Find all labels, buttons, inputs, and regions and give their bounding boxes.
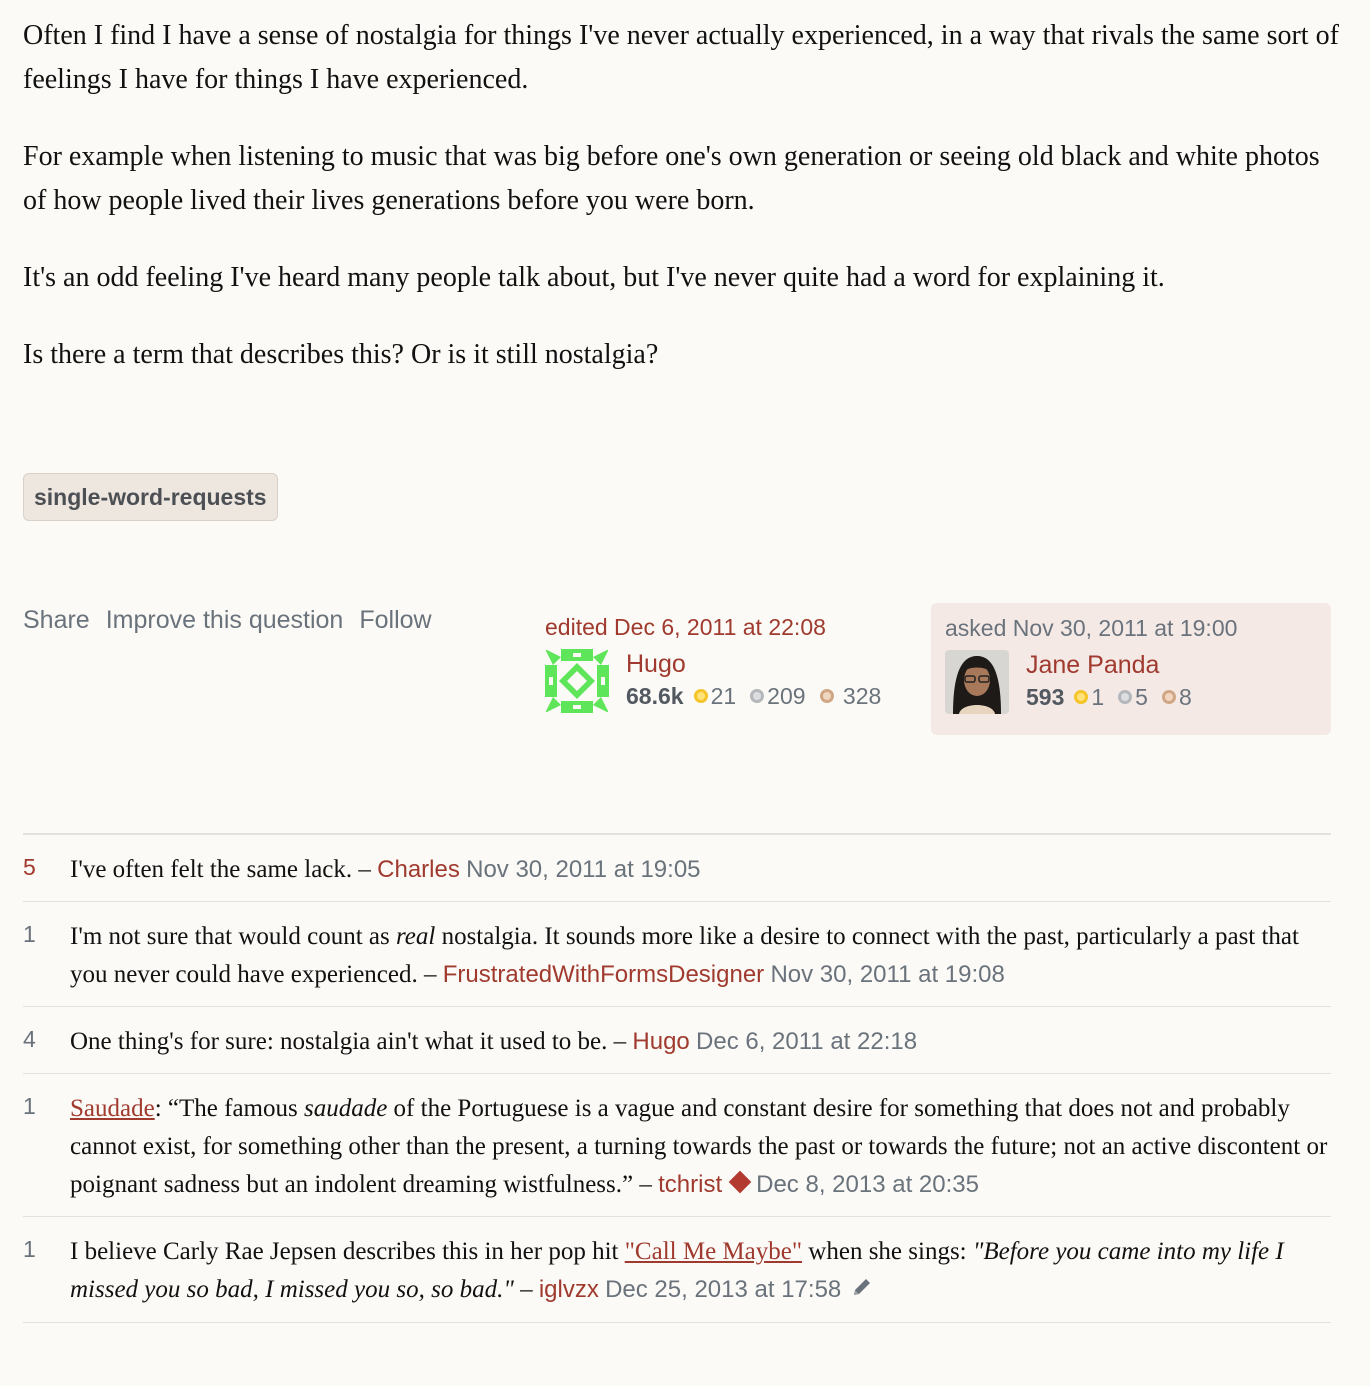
- editor-signature: [545, 606, 915, 713]
- reputation-score: 593: [1026, 684, 1065, 710]
- comment-text: One thing's for sure: nostalgia ain't what it used to be.: [70, 1028, 608, 1055]
- gold-badges: [694, 683, 737, 709]
- comment-text: when she sings:: [802, 1238, 973, 1265]
- comment-body: [70, 851, 701, 889]
- silver-badges: [1118, 684, 1148, 710]
- comment: [23, 1007, 1331, 1074]
- comment-body: [70, 1090, 1331, 1204]
- gold-badge-count: 1: [1091, 684, 1105, 710]
- follow-link[interactable]: Follow: [359, 606, 432, 634]
- share-link[interactable]: Share: [23, 606, 90, 634]
- editor-name[interactable]: Hugo: [626, 650, 686, 678]
- identicon-icon: [545, 649, 609, 713]
- post-menu: [23, 606, 432, 635]
- comment-date[interactable]: Dec 25, 2013 at 17:58: [605, 1276, 842, 1303]
- edited-timestamp[interactable]: edited Dec 6, 2011 at 22:08: [545, 614, 826, 640]
- comment-text: I believe Carly Rae Jepsen describes this in her pop hit: [70, 1238, 625, 1265]
- comment-emphasis: real: [395, 923, 436, 950]
- asker-name[interactable]: Jane Panda: [1026, 651, 1160, 679]
- silver-badge-icon: [750, 689, 764, 703]
- improve-question-link[interactable]: Improve this question: [105, 606, 344, 634]
- comment-score: 1: [23, 921, 36, 947]
- comment-user[interactable]: Charles: [377, 856, 460, 883]
- asker-reputation: [1026, 680, 1206, 714]
- comment-date[interactable]: Nov 30, 2011 at 19:08: [770, 961, 1005, 988]
- comment-body: [70, 1233, 1331, 1310]
- asker-signature: [931, 603, 1331, 735]
- comment-date[interactable]: Dec 6, 2011 at 22:18: [696, 1028, 918, 1055]
- comments-list: [23, 833, 1331, 1323]
- comment-score: 1: [23, 1093, 36, 1119]
- comment: [23, 1074, 1331, 1217]
- comment-user[interactable]: Hugo: [632, 1028, 690, 1055]
- gold-badges: [1074, 684, 1104, 710]
- comment: [23, 902, 1331, 1007]
- comment-user[interactable]: tchrist: [658, 1171, 723, 1198]
- comment-body: [70, 918, 1331, 994]
- editor-reputation: [626, 679, 895, 713]
- comment-separator: –: [513, 1276, 539, 1303]
- comment-user[interactable]: FrustratedWithFormsDesigner: [442, 961, 765, 988]
- question-paragraph: Often I find I have a sense of nostalgia for things I've never actually experienced, in a way that rivals the same sort of feelings I have for things I have experienced.: [23, 20, 1339, 95]
- comment: [23, 835, 1331, 902]
- question-paragraph: Is there a term that describes this? Or is it still nostalgia?: [23, 339, 659, 370]
- editor-avatar[interactable]: [545, 649, 609, 713]
- saudade-link[interactable]: Saudade: [70, 1095, 155, 1122]
- silver-badge-icon: [1118, 690, 1132, 704]
- silver-badges: [750, 683, 805, 709]
- question-paragraph: For example when listening to music that was big before one's own generation or seeing old black and white photos of how people lived their lives generations before you were born.: [23, 141, 1320, 216]
- comment-text: : “The famous: [154, 1095, 304, 1122]
- comment-body: [70, 1023, 917, 1061]
- comment-text: I've often felt the same lack.: [70, 856, 353, 883]
- comment-score: 4: [23, 1026, 36, 1052]
- call-me-maybe-link[interactable]: "Call Me Maybe": [624, 1238, 803, 1265]
- bronze-badge-count: 8: [1178, 684, 1192, 710]
- pencil-icon: [851, 1272, 873, 1310]
- comment-separator: –: [633, 1171, 659, 1198]
- tag-single-word-requests[interactable]: single-word-requests: [23, 473, 278, 521]
- gold-badge-icon: [1074, 690, 1088, 704]
- comment: [23, 1217, 1331, 1323]
- question-body: [23, 14, 1343, 410]
- bronze-badge-icon: [820, 689, 834, 703]
- comment-text: nostalgia. It sounds more like a desire to connect with the past, particularly a past that you never could have experienced.: [70, 923, 1299, 988]
- comment-emphasis: saudade: [303, 1095, 388, 1122]
- bronze-badges: [820, 683, 882, 709]
- silver-badge-count: 209: [767, 683, 806, 709]
- comment-text: of the Portuguese is a vague and constant desire for something that does not and probably cannot exist, for something other than the present, a turning towards the past or towards the future; not an active discontent or poignant sadness but an indolent dreaming wistfulness.”: [70, 1095, 1328, 1198]
- comment-text: I'm not sure that would count as: [70, 923, 396, 950]
- comment-date[interactable]: Nov 30, 2011 at 19:05: [466, 856, 701, 883]
- asker-avatar[interactable]: [945, 650, 1009, 714]
- question-paragraph: It's an odd feeling I've heard many people talk about, but I've never quite had a word for explaining it.: [23, 262, 1165, 293]
- bronze-badge-count: 328: [842, 683, 882, 709]
- gold-badge-count: 21: [710, 683, 737, 709]
- comment-score: 1: [23, 1236, 36, 1262]
- bronze-badges: [1162, 684, 1192, 710]
- user-photo-icon: [945, 650, 1009, 714]
- comment-emphasis: "Before you came into my life I missed you so bad, I missed you so, so bad.": [70, 1238, 1284, 1303]
- moderator-diamond-icon: [729, 1171, 752, 1194]
- comment-separator: –: [352, 856, 378, 883]
- reputation-score: 68.6k: [626, 683, 684, 709]
- asked-timestamp: asked Nov 30, 2011 at 19:00: [945, 615, 1238, 641]
- comment-score: 5: [23, 854, 36, 880]
- gold-badge-icon: [694, 689, 708, 703]
- comment-separator: –: [417, 961, 443, 988]
- comment-user[interactable]: iglvzx: [538, 1276, 599, 1303]
- comment-separator: –: [607, 1028, 633, 1055]
- bronze-badge-icon: [1162, 690, 1176, 704]
- silver-badge-count: 5: [1135, 684, 1148, 710]
- comment-date[interactable]: Dec 8, 2013 at 20:35: [756, 1171, 979, 1198]
